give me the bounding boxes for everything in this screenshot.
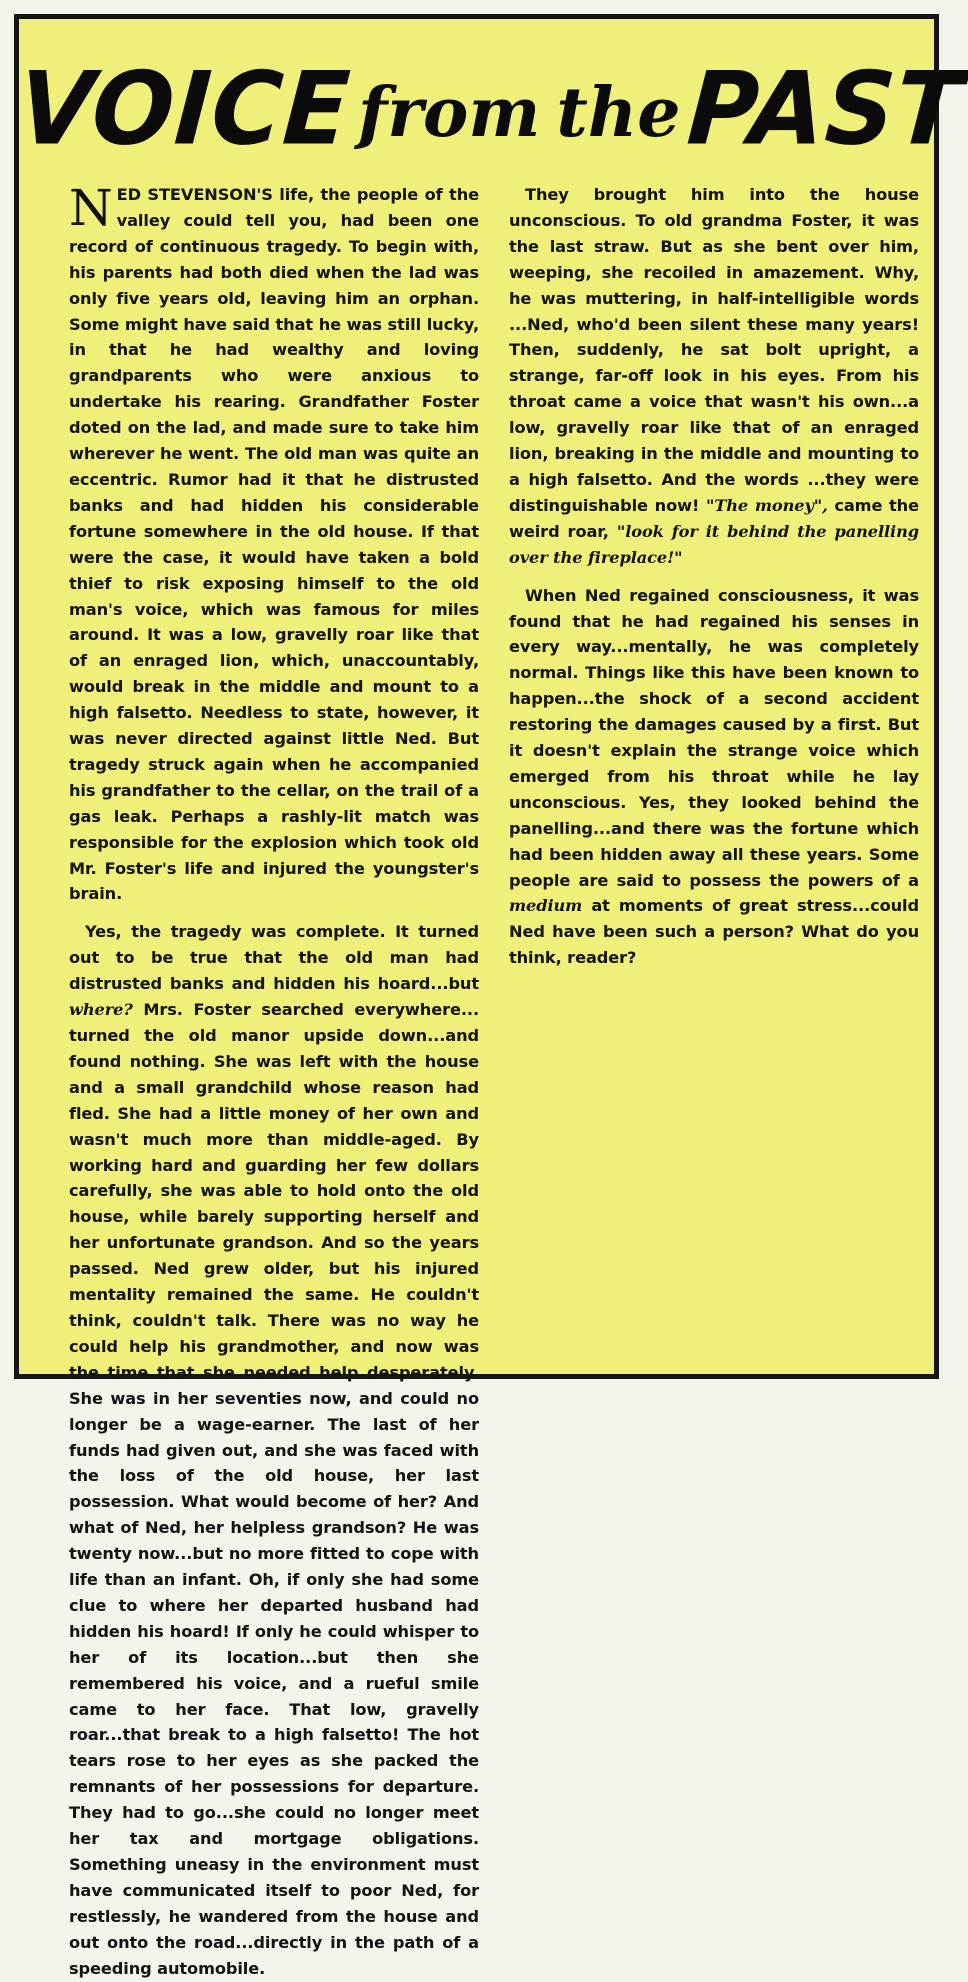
- page-title: [14, 39, 968, 179]
- paragraph-4-end: at moments of great stress...could Ned have been such a person? What do you think, reader?: [509, 896, 919, 968]
- title-word-past: PAST: [684, 50, 968, 168]
- paragraph-1-text: ED STEVENSON'S life, the people of the valley could tell you, had been one record of continuous tragedy. To begin with, his parents had both died when the lad was only five years old, leaving him an orphan. Some might have said that he was still lucky, in that he had wealthy and loving grandparents who were anxious to undertake his rearing. Grandfather Foster doted on the lad, and made sure to take him wherever he went. The old man was quite an eccentric. Rumor had it that he distrusted banks and had hidden his considerable fortune somewhere in the old house. If that were the case, it would have taken a bold thief to risk exposing himself to the old man's voice, which was famous for miles around. It was a low, gravelly roar like that of an enraged lion, which, unaccountably, would break in the middle and mount to a high falsetto. Needless to state, however, it was never directed against little Ned. But tragedy struck again when he accompanied his grandfather to the cellar, on the trail of a gas leak. Perhaps a rashly-lit match was responsible for the explosion which took old Mr. Foster's life and injured the youngster's brain.: [69, 185, 479, 904]
- story-paragraph-2: [69, 919, 479, 1981]
- story-columns: [69, 179, 919, 1978]
- story-column-right: [509, 182, 919, 1367]
- paragraph-2-emphasis: where?: [69, 1000, 133, 1020]
- story-paragraph-3: [509, 182, 919, 571]
- paragraph-2-start: Yes, the tragedy was complete. It turned out to be true that the old man had distrusted banks and hidden his hoard...but: [69, 922, 479, 994]
- title-word-the: the: [556, 73, 681, 153]
- paragraph-4-start: When Ned regained consciousness, it was found that he had regained his senses in every way...mentally, he was completely normal. Things like this have been known to happen...the shock of a second accident restoring the damages caused by a first. But it doesn't explain the strange voice which emerged from his throat while he lay unconscious. Yes, they looked behind the panelling...and there was the fortune which had been hidden away all these years. Some people are said to possess the powers of a: [509, 585, 919, 890]
- story-column-left: [69, 179, 479, 1978]
- paragraph-2-rest: Mrs. Foster searched everywhere... turned the old manor upside down...and found nothing. She was left with the house and a small grandchild whose reason had fled. She had a little money of her own and wasn't much more than middle-aged. By working hard and guarding her few dollars carefully, she was able to hold onto the old house, while barely supporting herself and her unfortunate grandson. And so the years passed. Ned grew older, but his injured mentality remained the same. He couldn't think, couldn't talk. There was no way he could help his grandmother, and now was the time that she needed help desperately. She was in her seventies now, and could no longer be a wage-earner. The last of her funds had given out, and she was faced with the loss of the old house, her last possession. What would become of her? And what of Ned, her helpless grandson? He was twenty now...but no more fitted to cope with life than an infant. Oh, if only she had some clue to where her departed husband had hidden his hoard! If only he could whisper to her of its location...but then she remembered his voice, and a rueful smile came to her face. That low, gravelly roar...that break to a high falsetto! The hot tears rose to her eyes as she packed the remnants of her possessions for departure. They had to go...she could no longer meet her tax and mortgage obligations. Something uneasy in the environment must have communicated itself to poor Ned, for restlessly, he wandered from the house and out onto the road...directly in the path of a speeding automobile.: [69, 1000, 479, 1978]
- story-page: [14, 14, 968, 1978]
- drop-cap: N: [69, 179, 113, 237]
- title-word-voice: VOICE: [14, 50, 355, 168]
- paragraph-3-quote-1: "The money",: [705, 495, 828, 515]
- story-paragraph-4: [509, 583, 919, 972]
- paragraph-3-quote-2: "look for it behind the panelling over the fireplace!": [509, 521, 919, 567]
- story-paragraph-1: [69, 179, 479, 907]
- title-word-from: from: [357, 73, 541, 153]
- paragraph-3-mid: came the weird roar,: [509, 495, 919, 541]
- paragraph-4-emphasis: medium: [509, 896, 583, 916]
- paragraph-3-start: They brought him into the house unconscious. To old grandma Foster, it was the last straw. But as she bent over him, weeping, she recoiled in amazement. Why, he was muttering, in half-intelligible words ...Ned, who'd been silent these many years! Then, suddenly, he sat bolt upright, a strange, far-off look in his eyes. From his throat came a voice that wasn't his own...a low, gravelly roar like that of an enraged lion, breaking in the middle and mounting to a high falsetto. And the words ...they were distinguishable now!: [509, 185, 919, 515]
